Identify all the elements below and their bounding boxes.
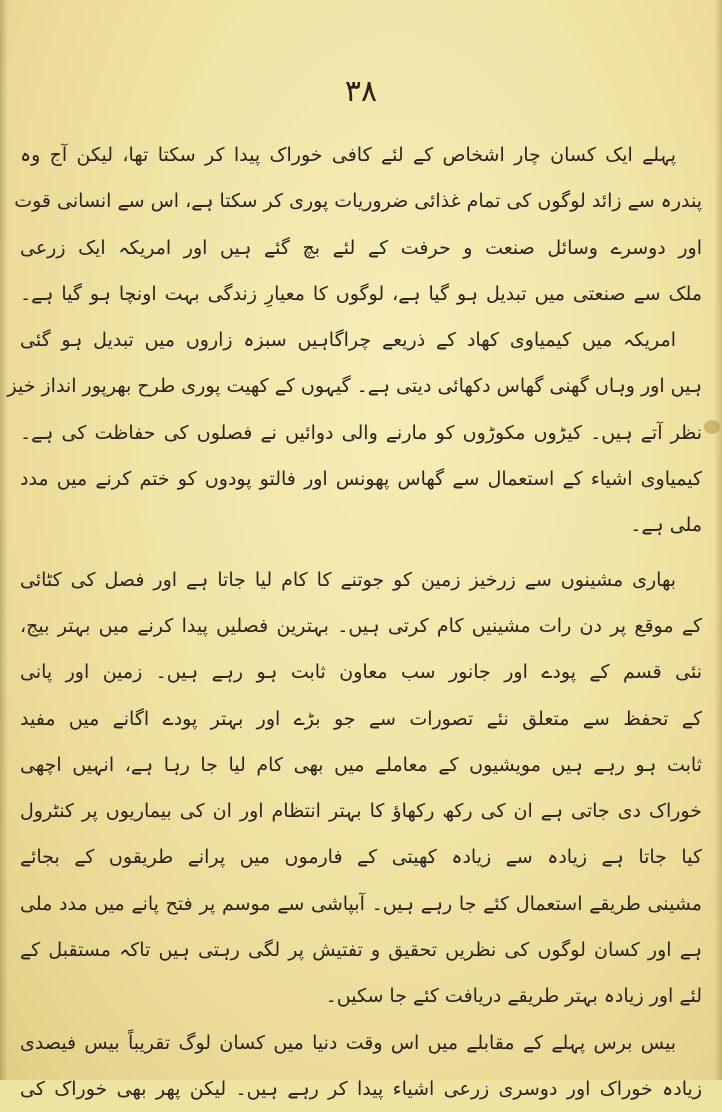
page-left-edge [0, 0, 8, 1080]
page-number: ۳۸ [344, 74, 378, 109]
text-line: پہلے ایک کسان چار اشخاص کے لئے کافی خوراک پیدا کر سکتا تھا، لیکن آج وہ [20, 144, 676, 166]
text-line: مشینی طریقے استعمال کئے جا رہے ہیں۔ آبپاشی سے موسم پر فتح پانے میں مدد ملی [20, 892, 702, 915]
text-line: کیمیاوی اشیاء کے استعمال سے گھاس پھونس اور فالتو پودوں کو ختم کرنے میں مدد [20, 468, 702, 491]
text-line: لئے اور زیادہ بہتر طریقے دریافت کئے جا سکیں۔ [325, 985, 702, 1008]
page-text [7, 132, 702, 1112]
text-line: کے تحفظ سے متعلق نئے تصورات سے جو بڑے اور بہتر پودے اگانے میں مفید [20, 707, 702, 730]
text-line: کے موقع پر دن رات مشینیں کام کرتی ہیں۔ بہترین فصلیں پیدا کرنے میں بہتر بیج، [20, 614, 702, 637]
text-line: ثابت ہو رہے ہیں مویشیوں کے معاملے میں بھی کام لیا جا رہا ہے، انہیں اچھی [20, 753, 702, 776]
text-line: زیادہ خوراک اور دوسری زرعی اشیاء پیدا کر رہے ہیں۔ لیکن پھر بھی خوراک کی [20, 1077, 702, 1100]
text-line: کیا جاتا ہے زیادہ سے زیادہ کھیتی کے فارموں میں پرانے طریقوں کے بجائے [20, 846, 702, 869]
page-right-edge [714, 0, 722, 1080]
text-line: پندرہ سے زائد لوگوں کی تمام غذائی ضروریات پوری کر سکتا ہے، اس سے انسانی قوت [14, 190, 702, 213]
paper-stain [704, 420, 720, 434]
text-line: نظر آتے ہیں۔ کیڑوں مکوڑوں کو مارنے والی دوائیں نے فصلوں کی حفاظت کی ہے۔ [20, 421, 702, 444]
text-line: اور دوسرے وسائل صنعت و حرفت کے لئے بچ گئے ہیں اور امریکہ ایک زرعی [20, 236, 702, 259]
text-line: نئی قسم کے پودے اور جانور سب معاون ثابت ہو رہے ہیں۔ زمین اور پانی [20, 661, 702, 684]
text-line: ہے اور کسان لوگوں کی نظریں تحقیق و تفتیش پر لگی رہتی ہیں تاکہ مستقبل کے [20, 939, 702, 962]
text-line: ملی ہے۔ [630, 514, 702, 537]
text-line: امریکہ میں کیمیاوی کھاد کے ذریعے چراگاہیں سبزہ زاروں میں تبدیل ہو گئی [20, 329, 676, 352]
text-line: بیس برس پہلے کے مقابلے میں اس وقت دنیا میں کسان لوگ تقریباً بیس فیصدی [20, 1031, 676, 1054]
text-line: خوراک دی جاتی ہے ان کی رکھ رکھاؤ کا بہتر انتظام اور ان کی بیماریوں پر کنٹرول [20, 800, 702, 823]
text-line: ملک سے صنعتی میں تبدیل ہو گیا ہے، لوگوں کا معیارِ زندگی بہت اونچا ہو گیا ہے۔ [20, 282, 702, 305]
text-line: بھاری مشینوں سے زرخیز زمین کو جوتنے کا کام لیا جاتا ہے اور فصل کی کٹائی [20, 568, 676, 591]
text-line: ہیں اور وہاں گھنی گھاس دکھائی دیتی ہے۔ گیہوں کے کھیت پوری طرح بھرپور انداز خیز [7, 375, 702, 398]
